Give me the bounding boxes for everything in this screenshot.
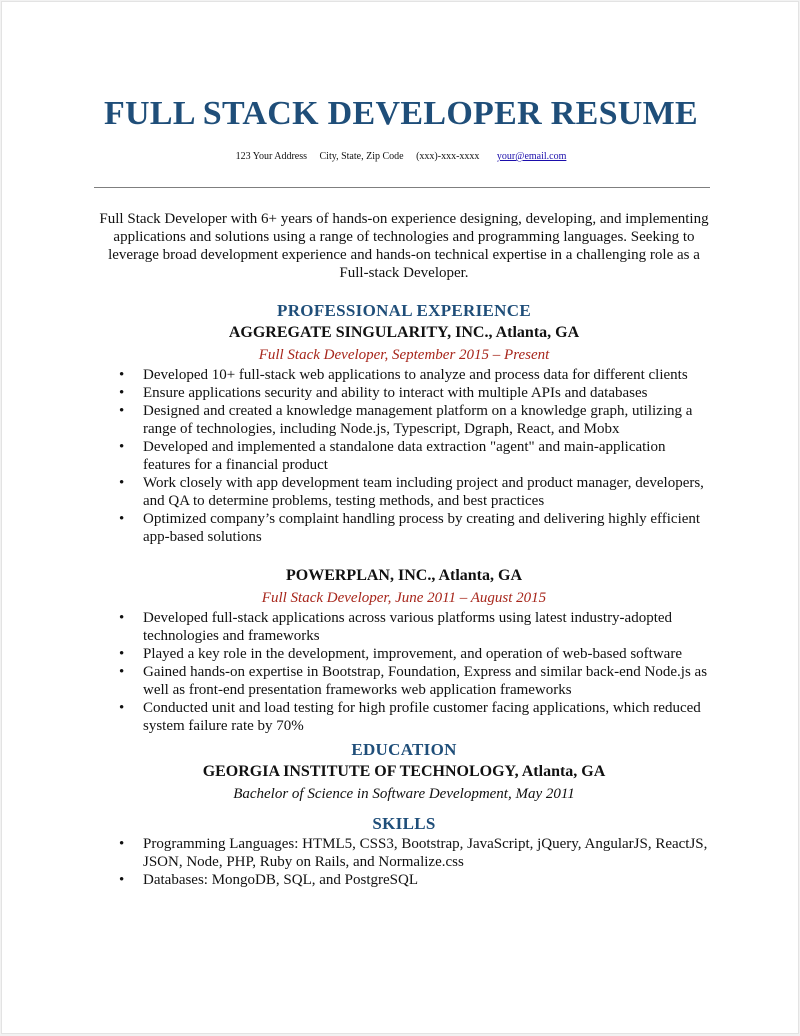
skills-heading: SKILLS [372,814,436,833]
header-divider [94,187,710,188]
resume-body [94,210,714,889]
list-item [94,438,714,474]
bullet-text: Gained hands-on expertise in Bootstrap, Foundation, Express and similar back-end Node.js as well as front-end presentation frameworks web application frameworks [143,664,708,698]
list-item [94,510,714,546]
bullet-icon: • [119,367,125,383]
bullet-text: Developed and implemented a standalone data extraction "agent" and main-application features for a financial product [143,439,666,473]
contact-phone: (xxx)-xxx-xxxx [416,151,480,162]
bullet-icon: • [119,836,125,852]
bullet-text: Work closely with app development team including project and product manager, developers, and QA to determine problems, testing methods, and best practices [143,475,704,509]
list-item [94,402,714,438]
resume-page [1,1,799,1034]
list-item [94,645,714,663]
bullet-text: Databases: MongoDB, SQL, and PostgreSQL [143,872,418,888]
skills-bullet-list [94,835,714,889]
contact-email-link[interactable]: your@email.com [496,151,567,162]
bullet-text: Ensure applications security and ability to interact with multiple APIs and databases [143,385,648,401]
education-section [94,739,714,805]
bullet-icon: • [119,664,125,680]
bullet-text: Programming Languages: HTML5, CSS3, Bootstrap, JavaScript, jQuery, AngularJS, ReactJS, JSON, Node, PHP, Ruby on Rails, and Normalize.css [143,836,708,870]
bullet-icon: • [119,610,125,626]
resume-title: FULL STACK DEVELOPER RESUME [103,95,699,132]
list-item [94,474,714,510]
list-item [94,366,714,384]
bullet-icon: • [119,511,125,527]
list-item [94,835,714,871]
education-heading: EDUCATION [351,740,457,759]
bullet-text: Played a key role in the development, improvement, and operation of web-based software [143,646,682,662]
bullet-text: Developed full-stack applications across various platforms using latest industry-adopted technologies and frameworks [143,610,673,644]
bullet-icon: • [119,646,125,662]
bullet-icon: • [119,439,125,455]
job-company: AGGREGATE SINGULARITY, INC., Atlanta, GA [228,324,580,341]
bullet-text: Designed and created a knowledge management platform on a knowledge graph, utilizing a range of technologies, including Node.js, Typescript, Dgraph, React, and Mobx [143,403,693,437]
bullet-icon: • [119,475,125,491]
skills-section [94,813,714,889]
list-item [94,384,714,402]
bullet-icon: • [119,403,125,419]
job-entry [94,322,714,546]
list-item [94,663,714,699]
contact-line [2,150,800,164]
contact-address: 123 Your Address [235,151,308,162]
bullet-icon: • [119,700,125,716]
experience-section [94,300,714,735]
job-entry [94,565,714,735]
bullet-icon: • [119,385,125,401]
job-role: Full Stack Developer, June 2011 – August 2015 [261,590,547,606]
bullet-icon: • [119,872,125,888]
job-company: POWERPLAN, INC., Atlanta, GA [285,567,522,584]
bullet-text: Optimized company’s complaint handling process by creating and delivering highly efficient app-based solutions [143,511,701,545]
job-bullet-list [94,609,714,735]
job-bullet-list [94,366,714,546]
job-role: Full Stack Developer, September 2015 – Present [258,347,550,363]
education-degree: Bachelor of Science in Software Development, May 2011 [233,786,575,802]
list-item [94,699,714,735]
experience-heading: PROFESSIONAL EXPERIENCE [277,301,531,320]
bullet-text: Conducted unit and load testing for high profile customer facing applications, which reduced system failure rate by 70% [143,700,701,734]
bullet-text: Developed 10+ full-stack web applications to analyze and process data for different clients [143,367,688,383]
education-school: GEORGIA INSTITUTE OF TECHNOLOGY, Atlanta, GA [202,763,606,780]
contact-city: City, State, Zip Code [319,151,404,162]
list-item [94,609,714,645]
list-item [94,871,714,889]
summary-paragraph: Full Stack Developer with 6+ years of hands-on experience designing, developing, and implementing applications and solutions using a range of technologies and programming languages. Seeking to leverage broad development experience and hands-on technical expertise in a challenging role as a Full-stack Developer. [99,211,709,281]
